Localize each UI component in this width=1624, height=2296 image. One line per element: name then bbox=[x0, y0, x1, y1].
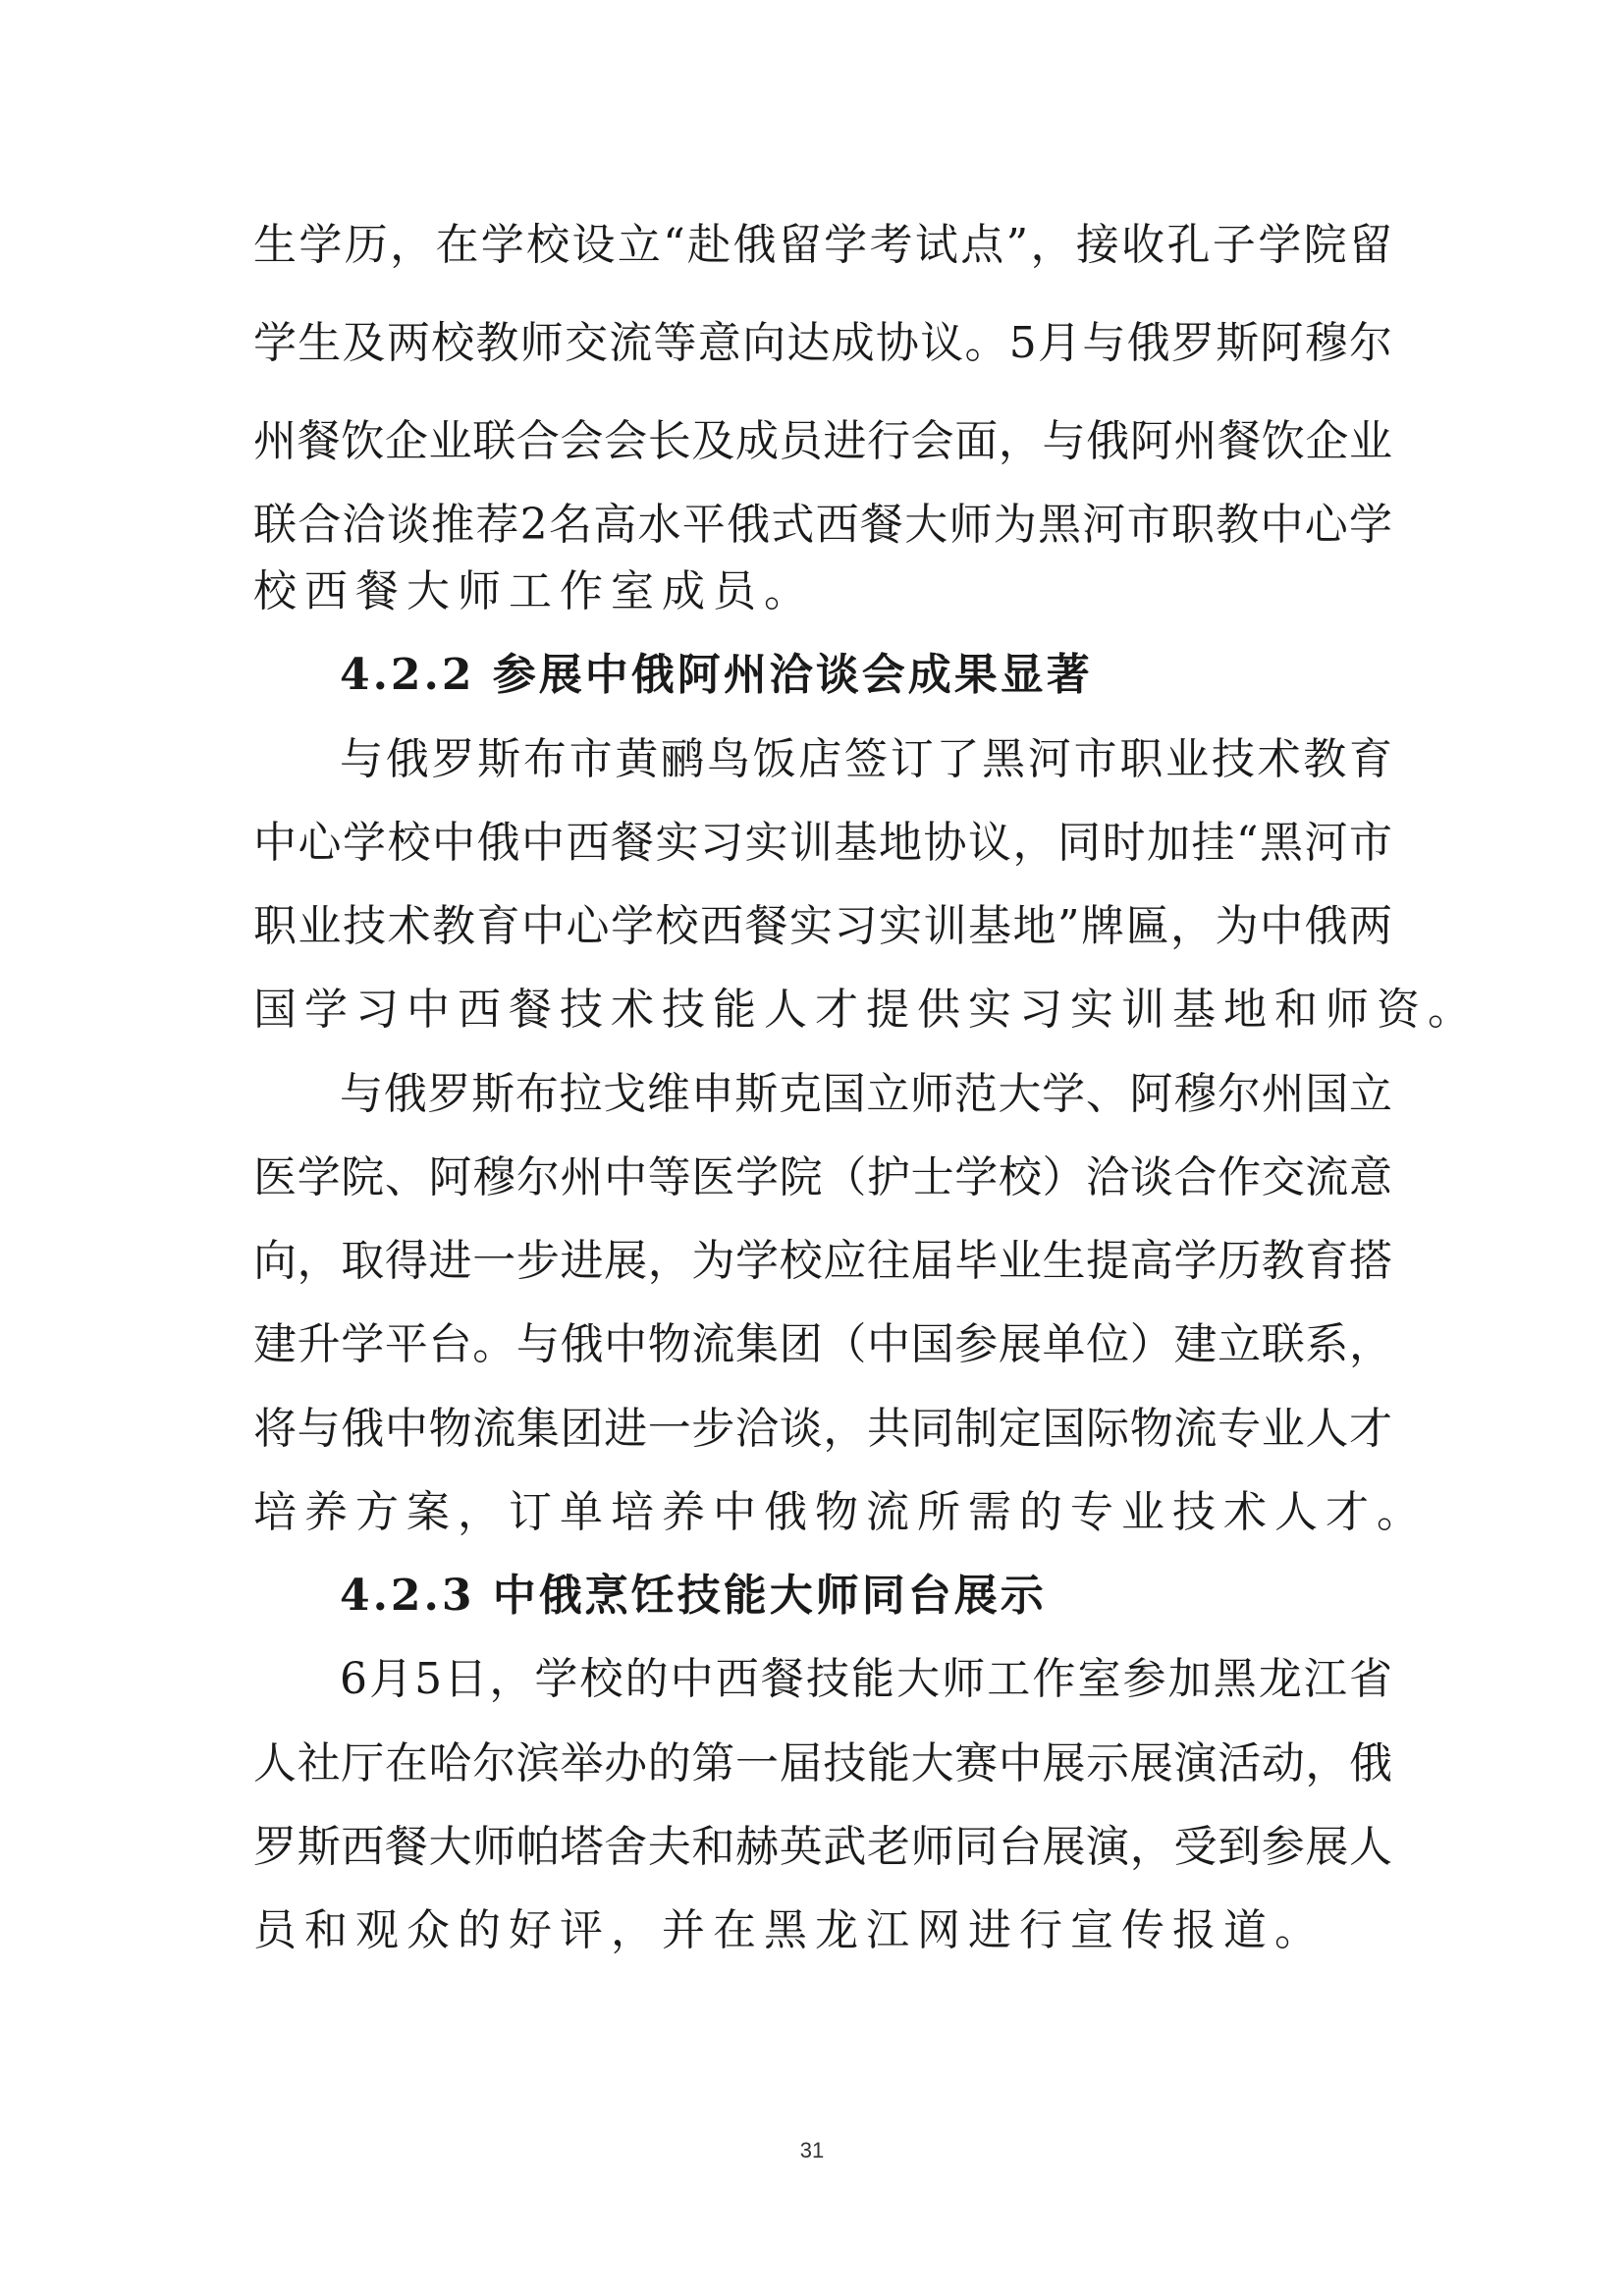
paragraph-line: 人社厅在哈尔滨举办的第一届技能大赛中展示展演活动，俄 bbox=[253, 1738, 1392, 1789]
paragraph-line: 罗斯西餐大师帕塔舍夫和赫英武老师同台展演，受到参展人 bbox=[253, 1822, 1392, 1872]
paragraph-line: 校西餐大师工作室成员。 bbox=[253, 566, 815, 616]
paragraph-line: 州餐饮企业联合会会长及成员进行会面，与俄阿州餐饮企业 bbox=[253, 416, 1392, 466]
page-number: 31 bbox=[799, 2138, 825, 2163]
paragraph-line: 生学历，在学校设立“赴俄留学考试点”，接收孔子学院留 bbox=[253, 220, 1392, 270]
paragraph-line: 职业技术教育中心学校西餐实习实训基地”牌匾，为中俄两 bbox=[253, 901, 1392, 951]
paragraph-line: 联合洽谈推荐2名高水平俄式西餐大师为黑河市职教中心学 bbox=[253, 500, 1392, 550]
paragraph-line: 向，取得进一步进展，为学校应往届毕业生提高学历教育搭 bbox=[253, 1236, 1392, 1286]
paragraph-line: 将与俄中物流集团进一步洽谈，共同制定国际物流专业人才 bbox=[253, 1404, 1392, 1454]
section-heading: 4.2.2 参展中俄阿州洽谈会成果显著 bbox=[340, 650, 1093, 700]
paragraph-line: 学生及两校教师交流等意向达成协议。5月与俄罗斯阿穆尔 bbox=[253, 318, 1392, 368]
paragraph-line: 中心学校中俄中西餐实习实训基地协议，同时加挂“黑河市 bbox=[253, 818, 1392, 868]
paragraph-line: 国学习中西餐技术技能人才提供实习实训基地和师资。 bbox=[253, 985, 1479, 1035]
paragraph-line: 建升学平台。与俄中物流集团（中国参展单位）建立联系， bbox=[253, 1319, 1392, 1369]
paragraph-line: 6月5日，学校的中西餐技能大师工作室参加黑龙江省 bbox=[340, 1654, 1392, 1704]
paragraph-line: 与俄罗斯布拉戈维申斯克国立师范大学、阿穆尔州国立 bbox=[340, 1069, 1392, 1119]
paragraph-line: 员和观众的好评，并在黑龙江网进行宣传报道。 bbox=[253, 1905, 1326, 1955]
paragraph-line: 医学院、阿穆尔州中等医学院（护士学校）洽谈合作交流意 bbox=[253, 1152, 1392, 1202]
paragraph-line: 与俄罗斯布市黄鹂鸟饭店签订了黑河市职业技术教育 bbox=[340, 734, 1392, 784]
paragraph-line: 培养方案，订单培养中俄物流所需的专业技术人才。 bbox=[253, 1487, 1428, 1537]
section-heading: 4.2.3 中俄烹饪技能大师同台展示 bbox=[340, 1571, 1047, 1621]
